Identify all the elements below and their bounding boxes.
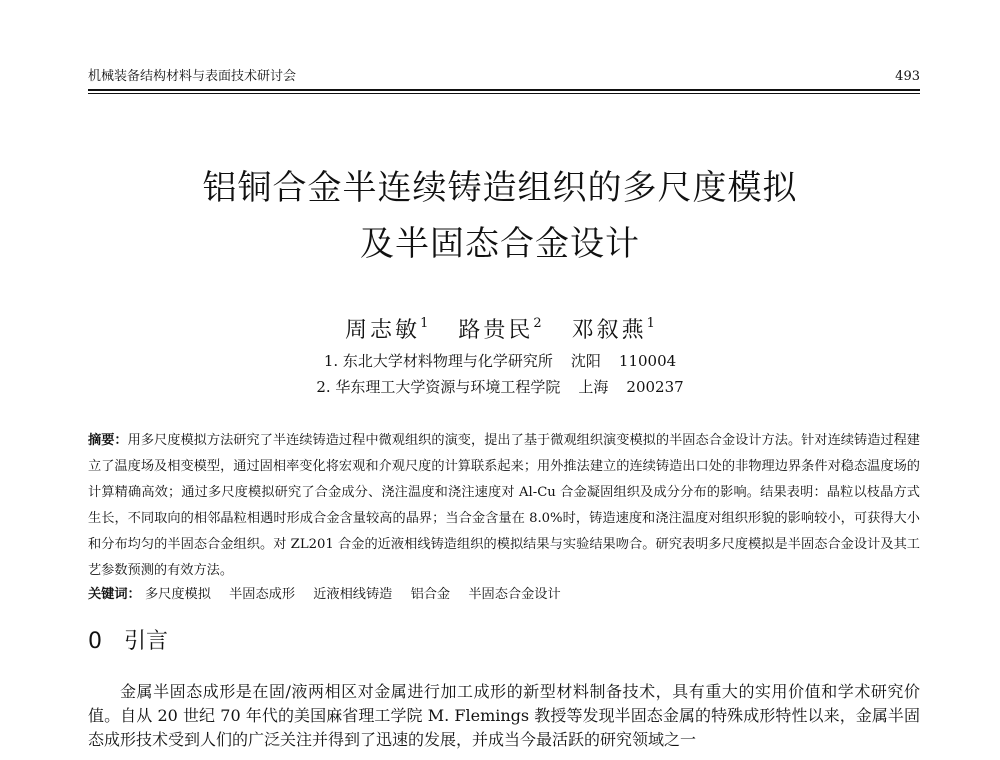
journal-name: 机械装备结构材料与表面技术研讨会 xyxy=(88,69,297,84)
affiliation-zip: 110004 xyxy=(618,352,677,370)
keywords xyxy=(88,584,920,606)
author-affil-mark: 2 xyxy=(533,316,542,331)
running-header xyxy=(88,68,920,86)
affiliation-zip: 200237 xyxy=(626,378,684,396)
author-name: 邓叙燕 xyxy=(571,318,647,343)
affiliations xyxy=(0,348,1000,400)
paragraph: 金属半固态成形是在固/液两相区对金属进行加工成形的新型材料制备技术，具有重大的实用价值和学术研究价值。自从 20 世纪 70 年代的美国麻省理工学院 M. Flemings 教授等发现半固态金属的特殊成形特性以来，金属半固态成形技术受到人们的广泛关注并得到了迅速的发展，并成当今最活跃的研究领域之一 xyxy=(88,682,920,749)
section-number: 0 xyxy=(88,629,102,654)
body-text xyxy=(88,680,920,752)
author xyxy=(458,318,541,343)
keyword: 铝合金 xyxy=(410,587,451,602)
author xyxy=(572,318,655,343)
page-number: 493 xyxy=(895,69,920,84)
author xyxy=(345,318,428,343)
section-title: 引言 xyxy=(124,629,169,654)
author-affil-mark: 1 xyxy=(420,316,429,331)
affiliation-text: 2. 华东理工大学资源与环境工程学院 xyxy=(316,378,561,396)
author-list xyxy=(0,316,1000,346)
header-rule-thin xyxy=(88,93,920,94)
paper-title xyxy=(0,160,1000,272)
abstract-label: 摘要： xyxy=(88,433,128,448)
keyword: 半固态合金设计 xyxy=(468,587,561,602)
abstract-text: 用多尺度模拟方法研究了半连续铸造过程中微观组织的演变，提出了基于微观组织演变模拟的半固态合金设计方法。针对连续铸造过程建立了温度场及相变模型，通过固相率变化将宏观和介观尺度的计算联系起来；用外推法建立的连续铸造出口处的非物理边界条件对稳态温度场的计算精确高效；通过多尺度模拟研究了合金成分、浇注温度和浇注速度对 Al-Cu 合金凝固组织及成分分布的影响。结果表明：晶粒以枝晶方式生长，不同取向的相邻晶粒相遇时形成合金含量较高的晶界；当合金含量在 8.0%时，铸造速度和浇注温度对组织形貌的影响较小，可获得大小和分布均匀的半固态合金组织。对 ZL201 合金的近液相线铸造组织的模拟结果与实验结果吻合。研究表明多尺度模拟是半固态合金设计及其工艺参数预测的有效方法。 xyxy=(88,433,920,578)
affiliation-line xyxy=(0,374,1000,400)
keyword: 半固态成形 xyxy=(229,587,296,602)
affiliation-city: 上海 xyxy=(578,378,609,396)
affiliation-city: 沈阳 xyxy=(570,352,601,370)
affiliation-line xyxy=(0,348,1000,374)
title-line-1: 铝铜合金半连续铸造组织的多尺度模拟 xyxy=(202,168,798,208)
affiliation-text: 1. 东北大学材料物理与化学研究所 xyxy=(323,352,553,370)
keyword: 近液相线铸造 xyxy=(313,587,393,602)
header-rule-thick xyxy=(88,89,920,91)
abstract xyxy=(88,428,920,584)
author-name: 路贵民 xyxy=(458,318,534,343)
keywords-label: 关键词： xyxy=(88,587,141,602)
author-name: 周志敏 xyxy=(345,318,421,343)
title-line-2: 及半固态合金设计 xyxy=(360,224,640,264)
section-heading xyxy=(88,626,168,658)
author-affil-mark: 1 xyxy=(646,316,655,331)
keyword: 多尺度模拟 xyxy=(144,587,211,602)
